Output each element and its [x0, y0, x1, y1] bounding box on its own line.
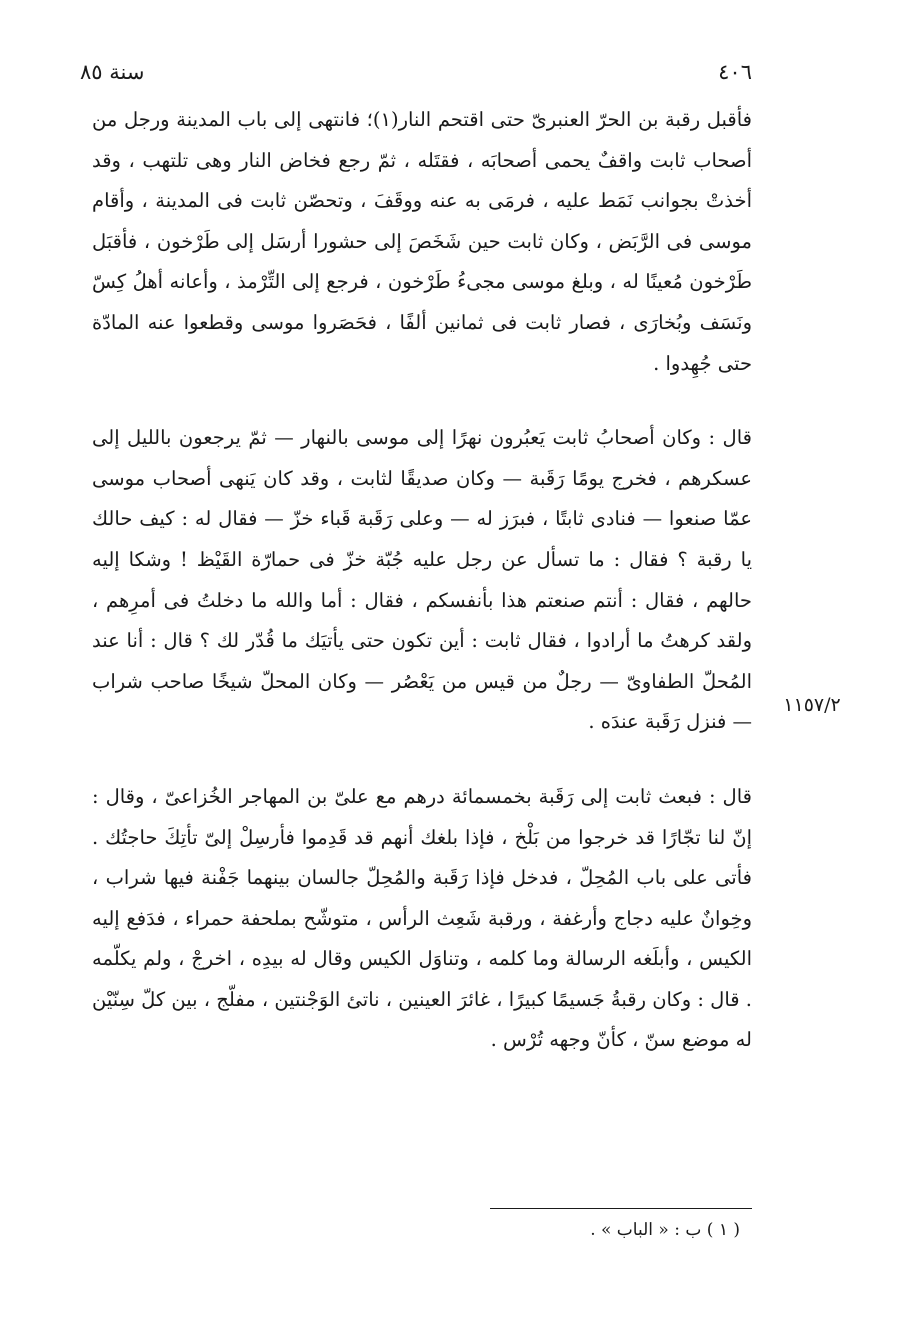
page-number: ٤٠٦ [718, 60, 752, 84]
margin-reference: ١١٥٧/٢ [783, 694, 841, 716]
paragraph-1: فأقبل رقبة بن الحرّ العنبرىّ حتى اقتحم النار(١)؛ فانتهى إلى باب المدينة ورجل من أصحاب ثابت واقفٌ يحمى أصحابَه ، فقتَله ، ثمّ رجع فخاض النار وهى تلتهب ، وقد أخذتْ بجوانب نَمَط عليه ، فرمَى به عنه ووقَفَ ، وتحصّن ثابت فى المدينة ، وأقام موسى فى الرَّبَض ، وكان ثابت حين شَخَصَ إلى حشورا أرسَل إلى طَرْخون ، فأقبَل طَرْخون مُعينًا له ، وبلغ موسى مجىءُ طَرْخون ، فرجع إلى التِّرْمذ ، وأعانه أهلُ كِسّ ونَسَف وبُخارَى ، فصار ثابت فى ثمانين ألفًا ، فحَصَروا موسى وقطعوا عنه المادّة حتى جُهِدوا . [92, 108, 753, 375]
footnote: ( ١ ) ب : « الباب » . [590, 1220, 740, 1240]
year-label: سنة ٨٥ [80, 60, 145, 84]
paragraph-3: قال : فبعث ثابت إلى رَقَبة بخمسمائة درهم مع علىّ بن المهاجر الخُزاعىّ ، وقال : إنّ لنا تجّارًا قد خرجوا من بَلْخ ، فإذا بلغك أنهم قد قَدِموا فأرسِلْ إلىّ تأتِكَ حاجتُك . فأتى على باب المُحِلّ ، فدخل فإذا رَقَبة والمُحِلّ جالسان بينهما جَفْنة فيها شراب ، وخِوانٌ عليه دجاج وأرغفة ، ورقبة شَعِث الرأس ، متوشّح بملحفة حمراء ، فدَفع إليه الكيس ، وأبلَغه الرسالة وما كلمه ، وتناوَل الكيس وقال له بيدِه ، اخرجْ ، ولم يكلّمه . قال : وكان رقبةُ جَسيمًا كبيرًا ، غائرَ العينين ، ناتئ الوَجْنتين ، مفلّج ، بين كلّ سِنّيْن له موضع سنّ ، كأنّ وجهه تُرْس . [92, 784, 752, 1052]
main-text [92, 100, 752, 1061]
footnote-divider [490, 1208, 752, 1209]
page-header [80, 52, 752, 92]
paragraph-2: قال : وكان أصحابُ ثابت يَعبُرون نهرًا إلى موسى بالنهار — ثمّ يرجعون بالليل إلى عسكرهم ، فخرج يومًا رَقَبة — وكان صديقًا لثابت ، وقد كان يَنهى أصحاب موسى عمّا صنعوا — فنادى ثابتًا ، فبرَز له — وعلى رَقَبة قَباء خزّ — فقال له : كيف حالك يا رقبة ؟ فقال : ما تسأل عن رجل عليه جُبّة خزّ فى حمارّة القَيْظ ! وشكا إليه حالهم ، فقال : أنتم صنعتم هذا بأنفسكم ، فقال : أما والله ما دخلتُ فى أمرِهم ، ولقد كرهتُ ما أرادوا ، فقال ثابت : أين تكون حتى يأتيَك ما قُدّر لك ؟ قال : أنا عند المُحلّ الطفاوىّ — رجلٌ من قيس من يَعْصُر — وكان المحلّ شيخًا صاحب شراب — فنزل رَقَبة عندَه . [92, 426, 752, 734]
